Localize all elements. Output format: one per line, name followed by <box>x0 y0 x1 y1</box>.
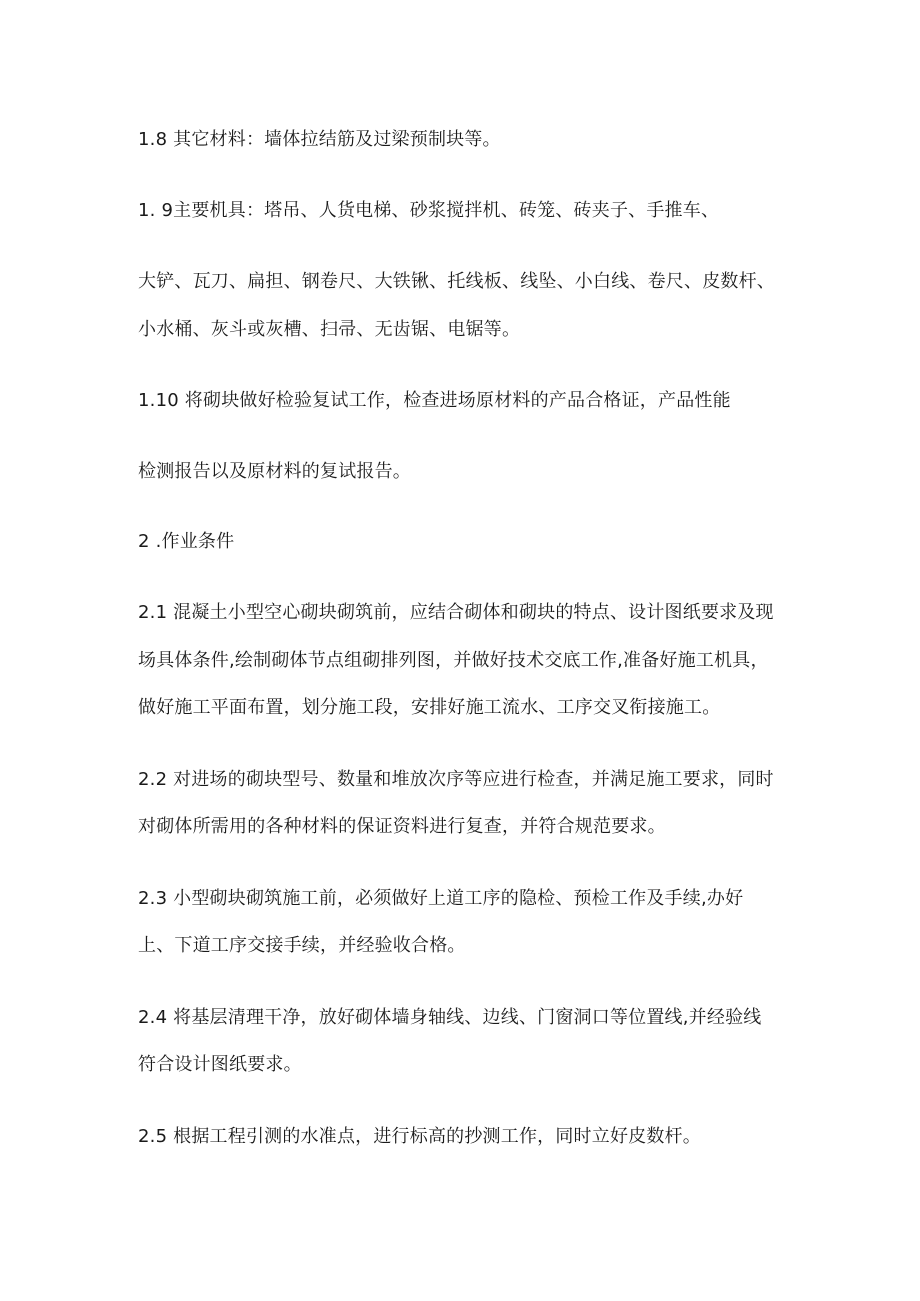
text-line-1-9: 1. 9主要机具：塔吊、人货电梯、砂浆搅拌机、砖笼、砖夹子、手推车、 <box>138 200 720 221</box>
text-line-1-10: 1.10 将砌块做好检验复试工作，检查进场原材料的产品合格证，产品性能 <box>138 390 731 411</box>
text-line-2-3-continued: 上、下道工序交接手续，并经验收合格。 <box>138 935 466 956</box>
text-line-2-3: 2.3 小型砌块砌筑施工前，必须做好上道工序的隐检、预检工作及手续,办好 <box>138 888 744 909</box>
text-line-2-2-continued: 对砌体所需用的各种材料的保证资料进行复查，并符合规范要求。 <box>138 816 666 837</box>
text-line-2-1-end: 做好施工平面布置，划分施工段，安排好施工流水、工序交叉衔接施工。 <box>138 697 721 718</box>
text-line-2-4-continued: 符合设计图纸要求。 <box>138 1054 302 1075</box>
text-line-2-1-continued: 场具体条件,绘制砌体节点组砌排列图，并做好技术交底工作,准备好施工机具， <box>138 650 769 671</box>
text-line-1-10-continued: 检测报告以及原材料的复试报告。 <box>138 461 411 482</box>
text-line-2-5: 2.5 根据工程引测的水准点，进行标高的抄测工作，同时立好皮数杆。 <box>138 1126 701 1147</box>
text-line-tools-continued: 大铲、瓦刀、扁担、钢卷尺、大铁锹、托线板、线坠、小白线、卷尺、皮数杆、 <box>138 271 775 292</box>
text-line-2-1: 2.1 混凝土小型空心砌块砌筑前，应结合砌体和砌块的特点、设计图纸要求及现 <box>138 602 774 623</box>
text-line-2-4: 2.4 将基层清理干净，放好砌体墙身轴线、边线、门窗洞口等位置线,并经验线 <box>138 1007 762 1028</box>
text-line-1-8: 1.8 其它材料：墙体拉结筋及过梁预制块等。 <box>138 129 501 150</box>
section-heading-2: 2 .作业条件 <box>138 531 235 552</box>
text-line-tools-end: 小水桶、灰斗或灰槽、扫帚、无齿锯、电锯等。 <box>138 319 521 340</box>
text-line-2-2: 2.2 对进场的砌块型号、数量和堆放次序等应进行检查，并满足施工要求，同时 <box>138 769 774 790</box>
